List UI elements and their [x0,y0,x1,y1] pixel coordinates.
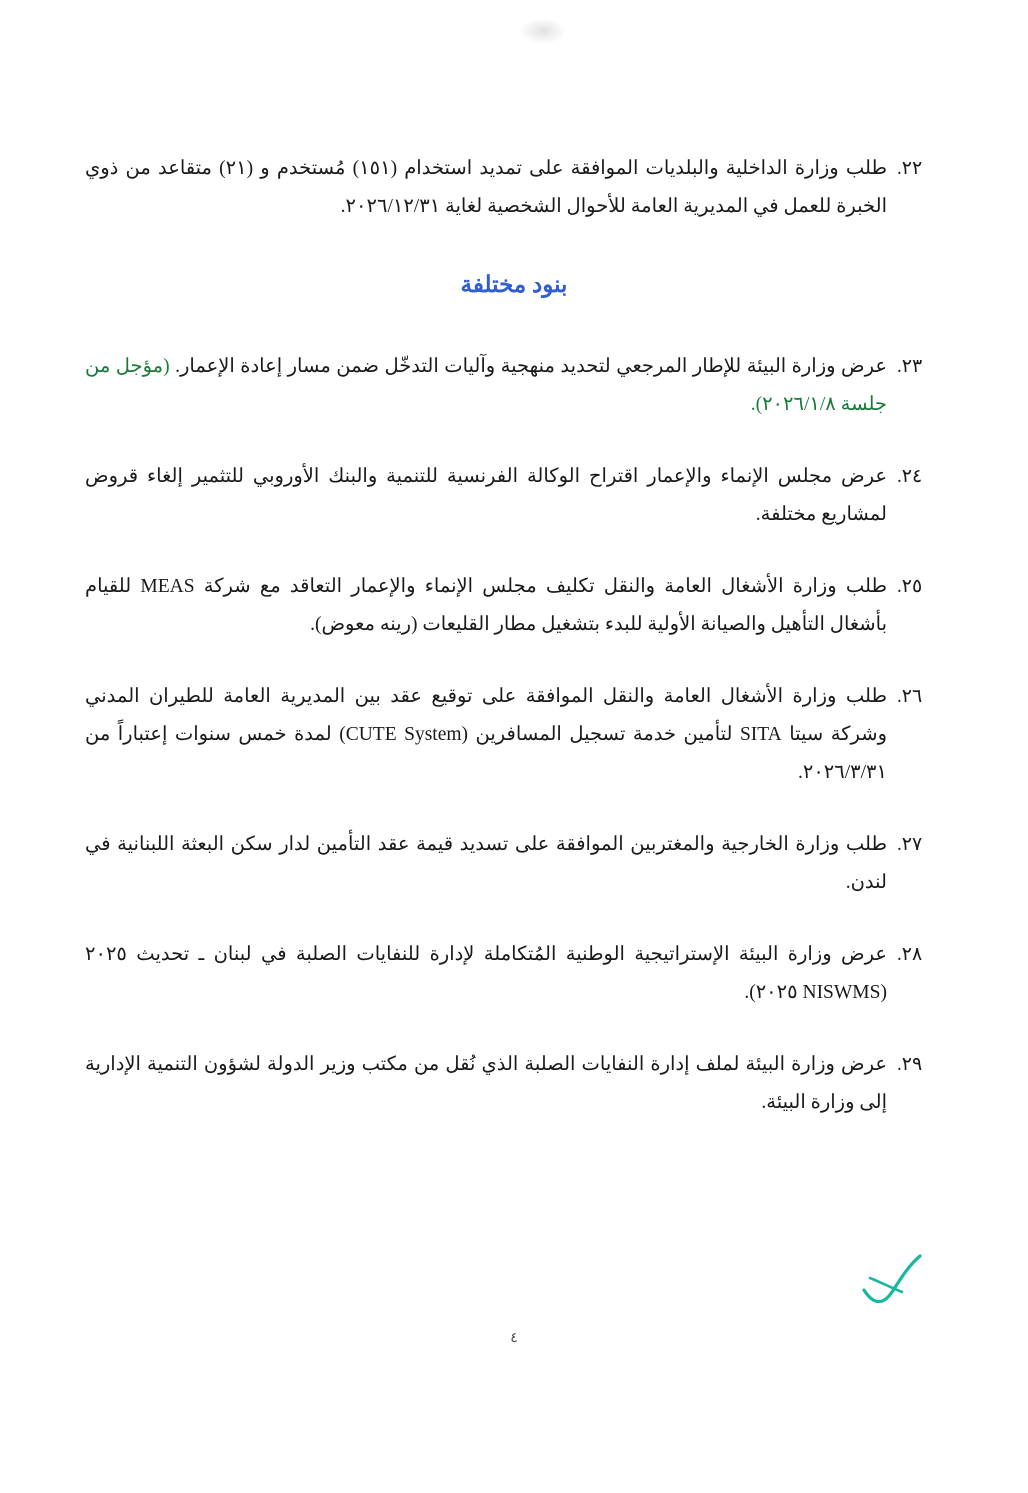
item-body: عرض وزارة البيئة الإستراتيجية الوطنية المُتكاملة لإدارة للنفايات الصلبة في لبنان ـ تحديث ٢٠٢٥ (NISWMS ٢٠٢٥). [85,944,887,1004]
list-item [85,678,943,792]
item-body: طلب وزارة الداخلية والبلديات الموافقة على تمديد استخدام (١٥١) مُستخدم و (٢١) متقاعد من ذوي الخبرة للعمل في المديرية العامة للأحوال الشخصية لغاية ٢٠٢٦/١٢/٣١. [85,158,887,218]
item-number: ٢٢. [897,158,923,179]
item-number: ٢٦. [897,686,923,708]
item-body: طلب وزارة الأشغال العامة والنقل الموافقة على توقيع عقد بين المديرية العامة للطيران المدني وشركة سيتا SITA لتأمين خدمة تسجيل المسافرين (CUTE System) لمدة خمس سنوات إعتباراً من ٢٠٢٦/٣/٣١. [85,686,887,784]
page-number: ٤ [510,1331,518,1346]
list-item [85,1046,943,1122]
item-body: عرض مجلس الإنماء والإعمار اقتراح الوكالة الفرنسية للتنمية والبنك الأوروبي للتثمير إلغاء قروض لمشاريع مختلفة. [85,466,887,526]
item-text [85,678,887,792]
item-text [85,936,887,1012]
item-body: طلب وزارة الخارجية والمغتربين الموافقة على تسديد قيمة عقد التأمين لدار سكن البعثة اللبنانية في لندن. [85,834,887,894]
list-item [85,568,943,644]
document-body [85,150,943,1156]
list-item [85,936,943,1012]
list-item [85,826,943,902]
list-item [85,458,943,534]
item-note: (مؤجل من جلسة ٢٠٢٦/١/٨). [85,356,887,416]
item-text [85,150,887,226]
item-text [85,1046,887,1122]
item-text [85,458,887,534]
section-heading: بنود مختلفة [460,272,568,298]
item-number: ٢٣. [897,356,923,378]
scan-smudge [520,18,566,44]
item-text [85,826,887,902]
handwritten-signature-mark [858,1248,968,1318]
item-body: عرض وزارة البيئة للإطار المرجعي لتحديد منهجية وآليات التدخّل ضمن مسار إعادة الإعمار. [169,356,887,378]
item-number: ٢٤. [897,466,923,488]
item-text [85,568,887,644]
item-body: طلب وزارة الأشغال العامة والنقل تكليف مجلس الإنماء والإعمار التعاقد مع شركة MEAS للقيام بأشغال التأهيل والصيانة الأولية للبدء بتشغيل مطار القليعات (رينه معوض). [85,576,887,636]
item-number: ٢٥. [897,576,923,598]
list-item [85,150,943,226]
item-number: ٢٧. [897,834,923,856]
item-number: ٢٨. [897,944,923,966]
list-item [85,348,943,424]
item-body: عرض وزارة البيئة لملف إدارة النفايات الصلبة الذي نُقل من مكتب وزير الدولة لشؤون التنمية الإدارية إلى وزارة البيئة. [85,1054,887,1114]
item-text [85,348,887,424]
item-number: ٢٩. [897,1054,923,1076]
